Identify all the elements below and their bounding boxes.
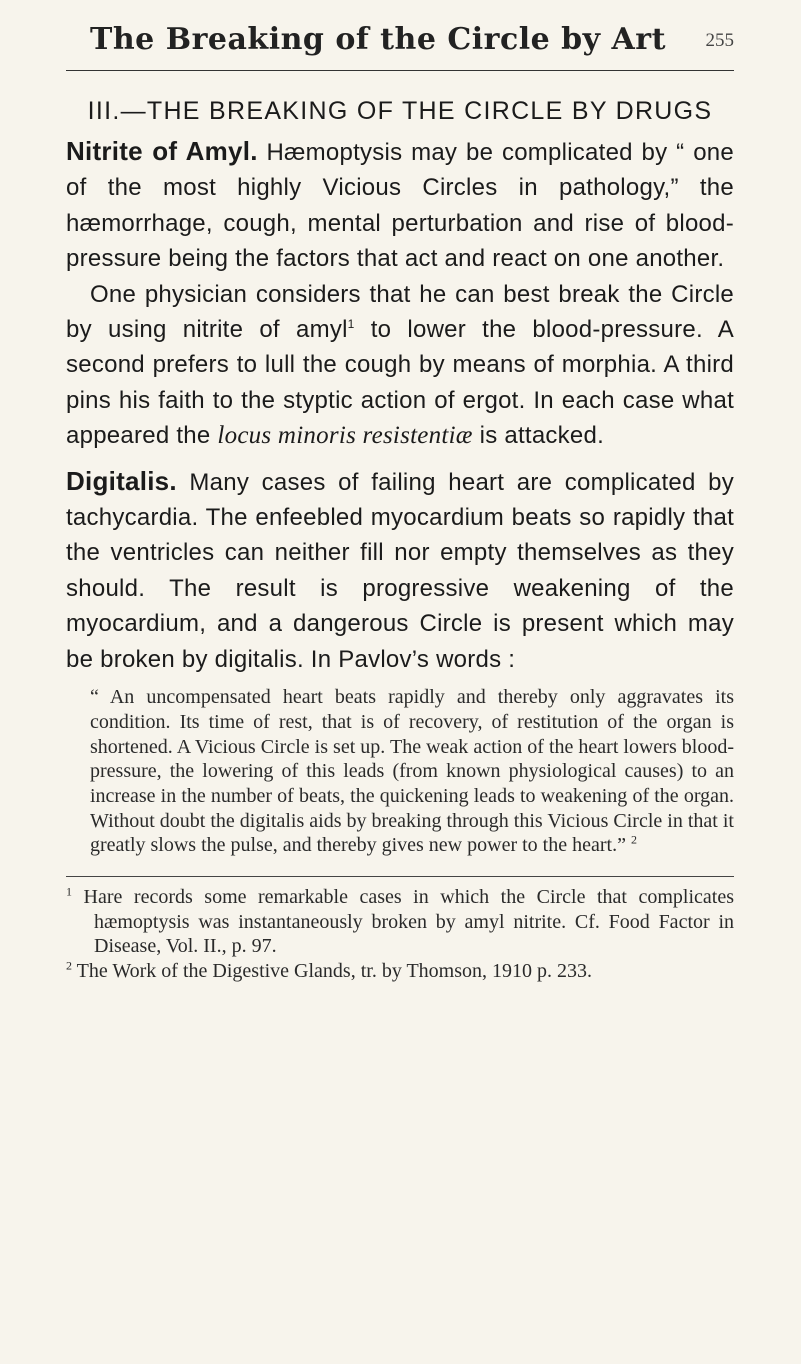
running-head bbox=[66, 18, 734, 71]
footnote-marker: 2 bbox=[66, 958, 72, 973]
paragraph-text: Hæmoptysis may be complicated by “ one of the most highly Vicious Circles in pathology,” the hæmorrhage, cough, mental perturbation and rise of blood-pressure being the factors that act and react on one another. bbox=[66, 139, 734, 273]
footnote-marker: 1 bbox=[66, 884, 72, 899]
footnote-rule bbox=[66, 876, 734, 877]
footnote-text: The Work of the Digestive Glands, tr. by Thomson, 1910 p. 233. bbox=[76, 960, 593, 983]
run-in-heading-digitalis: Digitalis. bbox=[66, 465, 177, 496]
paragraph-text: One physician considers that he can best break the Circle by using nitrite of amyl bbox=[66, 280, 734, 344]
footnote-2 bbox=[66, 959, 734, 984]
main-text bbox=[66, 134, 734, 677]
paragraph-digitalis bbox=[66, 464, 734, 677]
run-in-heading-amyl: Nitrite of Amyl. bbox=[66, 136, 258, 166]
pavlov-quote bbox=[90, 685, 734, 858]
paragraph-text: Many cases of failing heart are complicated by tachycardia. The enfeebled myocardium beats so rapidly that the ventricles can neither fill nor empty themselves as they should. The result is progressive weakening of the myocardium, and a dangerous Circle is present which may be broken by digitalis. In Pavlov’s words : bbox=[66, 468, 734, 673]
footnote-ref: 1 bbox=[347, 317, 355, 332]
quote-text: “ An uncompensated heart beats rapidly and thereby only aggravates its condition. Its time of rest, that is of recovery, of restitution of the organ is shortened. A Vicious Circle is set up. The weak action of the heart lowers blood-pressure, the lowering of this leads (from known physiological causes) to an increase in the number of beats, the quickening leads to weakening of the organ. Without doubt the digitalis aids by breaking through this Vicious Circle in that it greatly slows the pulse, and thereby gives new power to the heart.” bbox=[90, 686, 734, 857]
footnote-1 bbox=[66, 885, 734, 959]
chapter-heading: III.—THE BREAKING OF THE CIRCLE BY DRUGS bbox=[87, 97, 713, 125]
paragraph-amyl-2 bbox=[66, 277, 734, 454]
page-number: 255 bbox=[705, 30, 734, 51]
footnote-text: Hare records some remarkable cases in which the Circle that complicates hæmoptysis was instantaneously broken by amyl nitrite. Cf. Food Factor in Disease, Vol. II., p. 97. bbox=[83, 886, 735, 958]
running-title: The Breaking of the Circle by Art bbox=[90, 22, 666, 57]
footnote-ref: 2 bbox=[630, 832, 637, 847]
paragraph-amyl-1 bbox=[66, 134, 734, 277]
paragraph-text: to lower the blood-pressure. A second prefers to lull the cough by means of morphia. A third pins his faith to the styptic action of ergot. In each case what appeared the bbox=[66, 316, 734, 450]
latin-phrase: locus minoris resistentiæ bbox=[217, 422, 473, 450]
paragraph-text: is attacked. bbox=[472, 422, 605, 450]
book-page bbox=[66, 18, 734, 984]
